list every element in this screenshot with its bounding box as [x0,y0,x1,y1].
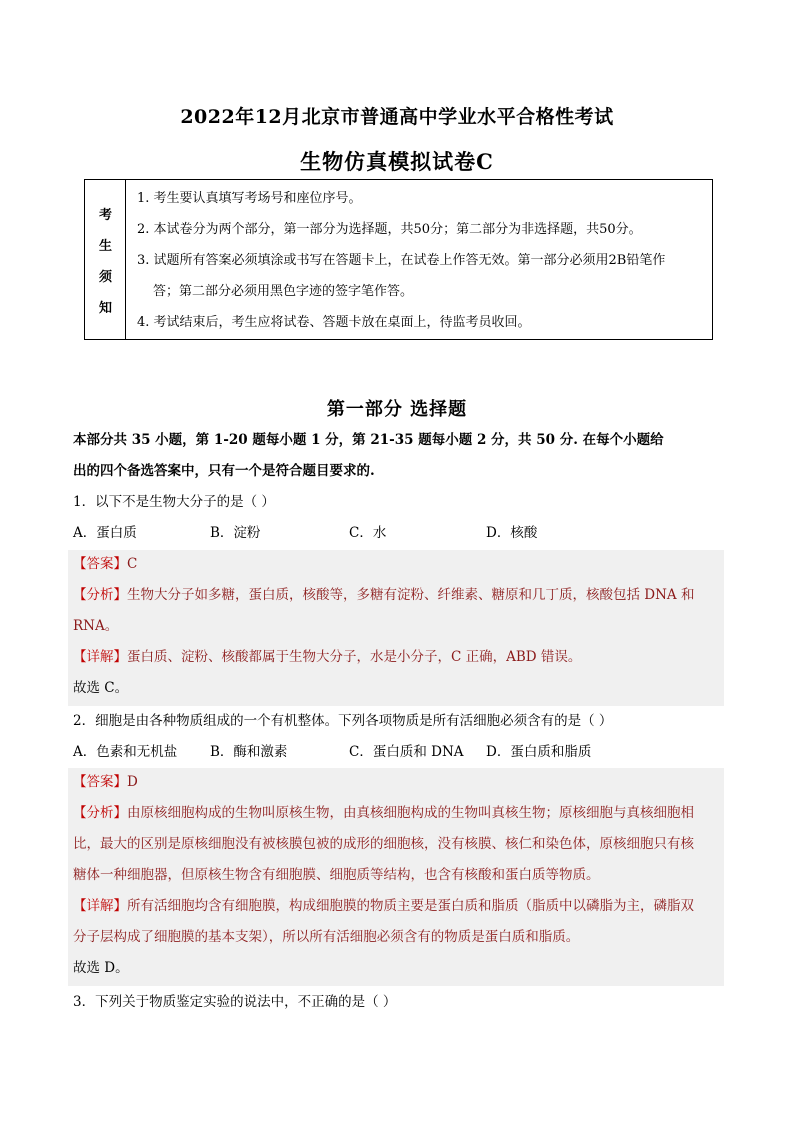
notice-label-char: 考 [98,208,112,223]
answer-block [68,768,724,986]
analysis-line: RNA。 [73,618,119,634]
answer-tag: 【答案】 [73,556,127,572]
notice-label-char: 生 [98,239,112,254]
answer-line [73,553,718,576]
detail-line [73,895,718,918]
analysis-text: 生物大分子如多糖，蛋白质，核酸等，多糖有淀粉、纤维素、糖原和几丁质，核酸包括 DNA 和 [127,587,695,603]
option-a: A．色素和无机盐 [73,744,178,760]
conclusion-line: 故选 C。 [73,680,129,696]
exam-title: 2022年12月北京市普通高中学业水平合格性考试 [180,106,614,128]
analysis-tag: 【分析】 [73,587,127,603]
answer-line [73,771,718,794]
notice-item: 答；第二部分必须用黑色字迹的签字笔作答。 [153,284,414,299]
answer-tag: 【答案】 [73,774,127,790]
question-stem: 2．细胞是由各种物质组成的一个有机整体。下列各项物质是所有活细胞必须含有的是（ ） [73,713,613,729]
notice-label-char: 须 [98,270,112,285]
notice-item: 4. 考试结束后，考生应将试卷、答题卡放在桌面上，待监考员收回。 [137,315,531,330]
question-stem: 3．下列关于物质鉴定实验的说法中，不正确的是（ ） [73,994,397,1010]
detail-text: 蛋白质、淀粉、核酸都属于生物大分子，水是小分子，C 正确，ABD 错误。 [127,649,582,665]
notice-item: 1. 考生要认真填写考场号和座位序号。 [137,191,362,206]
analysis-line [73,584,718,607]
notice-label-char: 知 [98,301,112,316]
analysis-line [73,802,718,825]
section-intro: 出的四个备选答案中，只有一个是符合题目要求的. [73,463,375,479]
notice-item: 3. 试题所有答案必须填涂或书写在答题卡上，在试卷上作答无效。第一部分必须用2B铅笔作 [137,253,666,268]
conclusion-line: 故选 D。 [73,960,129,976]
detail-tag: 【详解】 [73,898,127,914]
notice-item: 2. 本试卷分为两个部分，第一部分为选择题，共50分；第二部分为非选择题，共50分。 [137,222,642,237]
option-a: A．蛋白质 [73,525,137,541]
section-title: 第一部分 选择题 [326,399,468,420]
section-intro: 本部分共 35 小题，第 1-20 题每小题 1 分，第 21-35 题每小题 2 分，共 50 分. 在每个小题给 [73,432,664,448]
notice-label [85,180,126,339]
exam-subtitle: 生物仿真模拟试卷C [300,149,494,174]
option-b: B．淀粉 [210,525,261,541]
option-d: D．核酸 [486,525,538,541]
question-stem: 1．以下不是生物大分子的是（ ） [73,494,275,510]
analysis-text: 由原核细胞构成的生物叫原核生物，由真核细胞构成的生物叫真核生物；原核细胞与真核细胞相 [127,805,694,821]
detail-text: 所有活细胞均含有细胞膜，构成细胞膜的物质主要是蛋白质和脂质（脂质中以磷脂为主，磷脂双 [127,898,694,914]
option-c: C．水 [349,525,387,541]
detail-line [73,646,718,669]
answer-value: C [127,556,138,572]
analysis-tag: 【分析】 [73,805,127,821]
detail-tag: 【详解】 [73,649,127,665]
answer-value: D [127,774,138,790]
answer-block [68,550,724,706]
option-c: C．蛋白质和 DNA [349,744,464,760]
detail-line: 分子层构成了细胞膜的基本支架），所以所有活细胞必须含有的物质是蛋白质和脂质。 [73,929,580,945]
analysis-line: 糖体一种细胞器，但原核生物含有细胞膜、细胞质等结构，也含有核酸和蛋白质等物质。 [73,867,600,883]
candidate-notice-box [84,179,713,340]
analysis-line: 比，最大的区别是原核细胞没有被核膜包被的成形的细胞核，没有核膜、核仁和染色体，原核细胞只有核 [73,836,694,852]
option-b: B．酶和激素 [210,744,288,760]
option-d: D．蛋白质和脂质 [486,744,592,760]
